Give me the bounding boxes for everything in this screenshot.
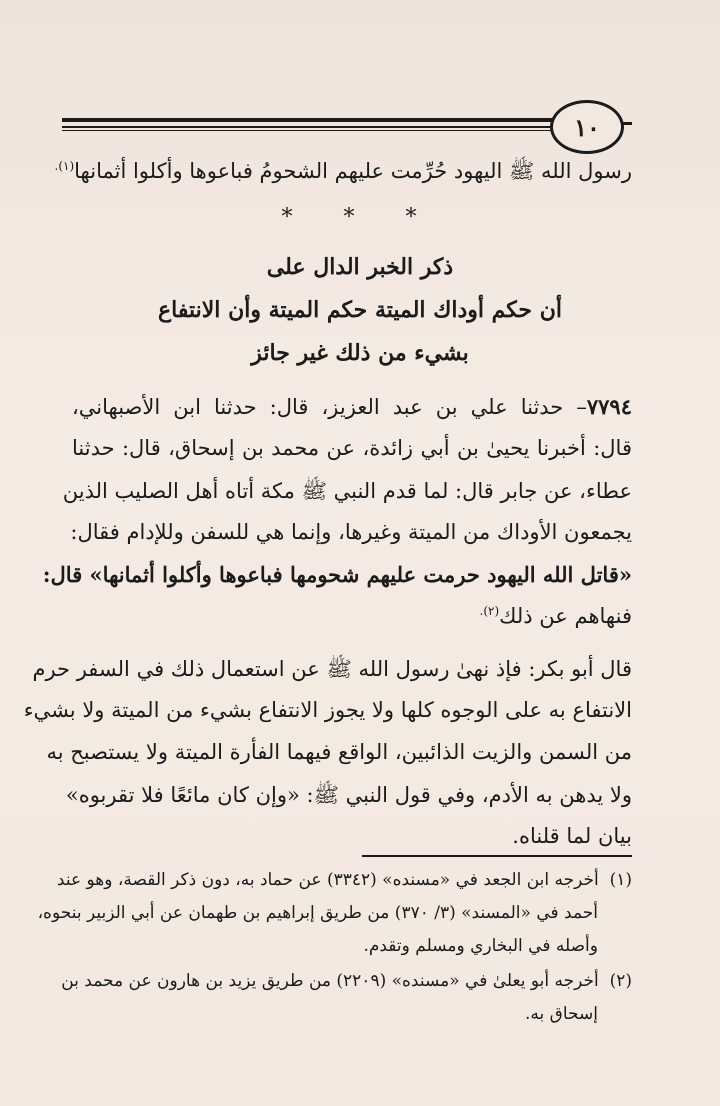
- footnote-2-line-1: [61, 971, 632, 991]
- footnote-2-label: (٢): [609, 971, 632, 991]
- footnote-1-line-3: وأصله في البخاري ومسلم وتقدم.: [363, 936, 598, 956]
- commentary-line-5: بيان لما قلناه.: [512, 824, 632, 848]
- commentary-line-3: من السمن والزيت الذائبين، الواقع فيهما الفأرة الميتة ولا يستصبح به: [46, 740, 632, 764]
- commentary-line-4: ولا يدهن به الأدم، وفي قول النبي ﷺ: «وإن كان مائعًا فلا تقربوه»: [65, 783, 632, 807]
- section-heading-line-2: أن حكم أوداك الميتة حكم الميتة وأن الانتفاع: [158, 297, 562, 323]
- footnote-2-line-1-text: أخرجه أبو يعلىٰ في «مسنده» (٢٢٠٩) من طريق يزيد بن هارون عن محمد بن: [61, 971, 599, 991]
- commentary-line-1: قال أبو بكر: فإذ نهىٰ رسول الله ﷺ عن استعمال ذلك في السفر حرم: [32, 657, 632, 681]
- top-line-text: رسول الله ﷺ اليهود حُرِّمت عليهم الشحومُ فباعوها وأكلوا أثمانها: [74, 159, 632, 183]
- footnote-1-line-2: أحمد في «المسند» (٣/ ٣٧٠) من طريق إبراهيم بن طهمان عن أبي الزبير بنحوه،: [37, 903, 598, 923]
- header-rule-thick: [62, 118, 562, 122]
- footnote-1-line-1: [56, 870, 632, 890]
- hadith-line-4: يجمعون الأوداك من الميتة وغيرها، وإنما هي للسفن وللإدام فقال:: [70, 520, 632, 544]
- header-rule-hairline: [62, 130, 562, 131]
- hadith-line-1-text: – حدثنا علي بن عبد العزيز، قال: حدثنا ابن الأصبهاني،: [72, 395, 587, 419]
- hadith-line-1: [72, 394, 632, 419]
- top-line: [54, 158, 632, 189]
- hadith-line-6: [72, 604, 632, 628]
- footnote-1-line-1-text: أخرجه ابن الجعد في «مسنده» (٣٣٤٢) عن حماد به، دون ذكر القصة، وهو عند: [56, 870, 599, 890]
- footnote-2-line-2: إسحاق به.: [525, 1004, 598, 1024]
- footnote-ref-1: (١).: [54, 159, 75, 173]
- hadith-line-6-text: فنهاهم عن ذلك: [499, 604, 632, 628]
- footnote-ref-2: (٢).: [479, 604, 500, 618]
- hadith-line-5: «قاتل الله اليهود حرمت عليهم شحومها فباعوها وأكلوا أثمانها» قال:: [42, 562, 632, 587]
- page-number: ١٠: [550, 100, 624, 154]
- commentary-line-2: الانتفاع به على الوجوه كلها ولا يجوز الانتفاع بشيء من الميتة ولا بشيء: [23, 698, 632, 722]
- footnote-1-label: (١): [609, 870, 632, 890]
- footnote-separator: [362, 855, 632, 857]
- page-header: [62, 100, 632, 160]
- section-heading-line-3: بشيء من ذلك غير جائز: [251, 340, 469, 366]
- section-heading-line-1: ذكر الخبر الدال على: [266, 254, 454, 280]
- hadith-line-2: قال: أخبرنا يحيىٰ بن أبي زائدة، عن محمد بن إسحاق، قال: حدثنا: [72, 436, 632, 460]
- section-separator-stars: * * *: [281, 205, 439, 230]
- hadith-line-3: عطاء، عن جابر قال: لما قدم النبي ﷺ مكة أتاه أهل الصليب الذين: [62, 479, 632, 503]
- hadith-number: ٧٧٩٤: [586, 394, 632, 419]
- header-rule-thin: [62, 126, 562, 128]
